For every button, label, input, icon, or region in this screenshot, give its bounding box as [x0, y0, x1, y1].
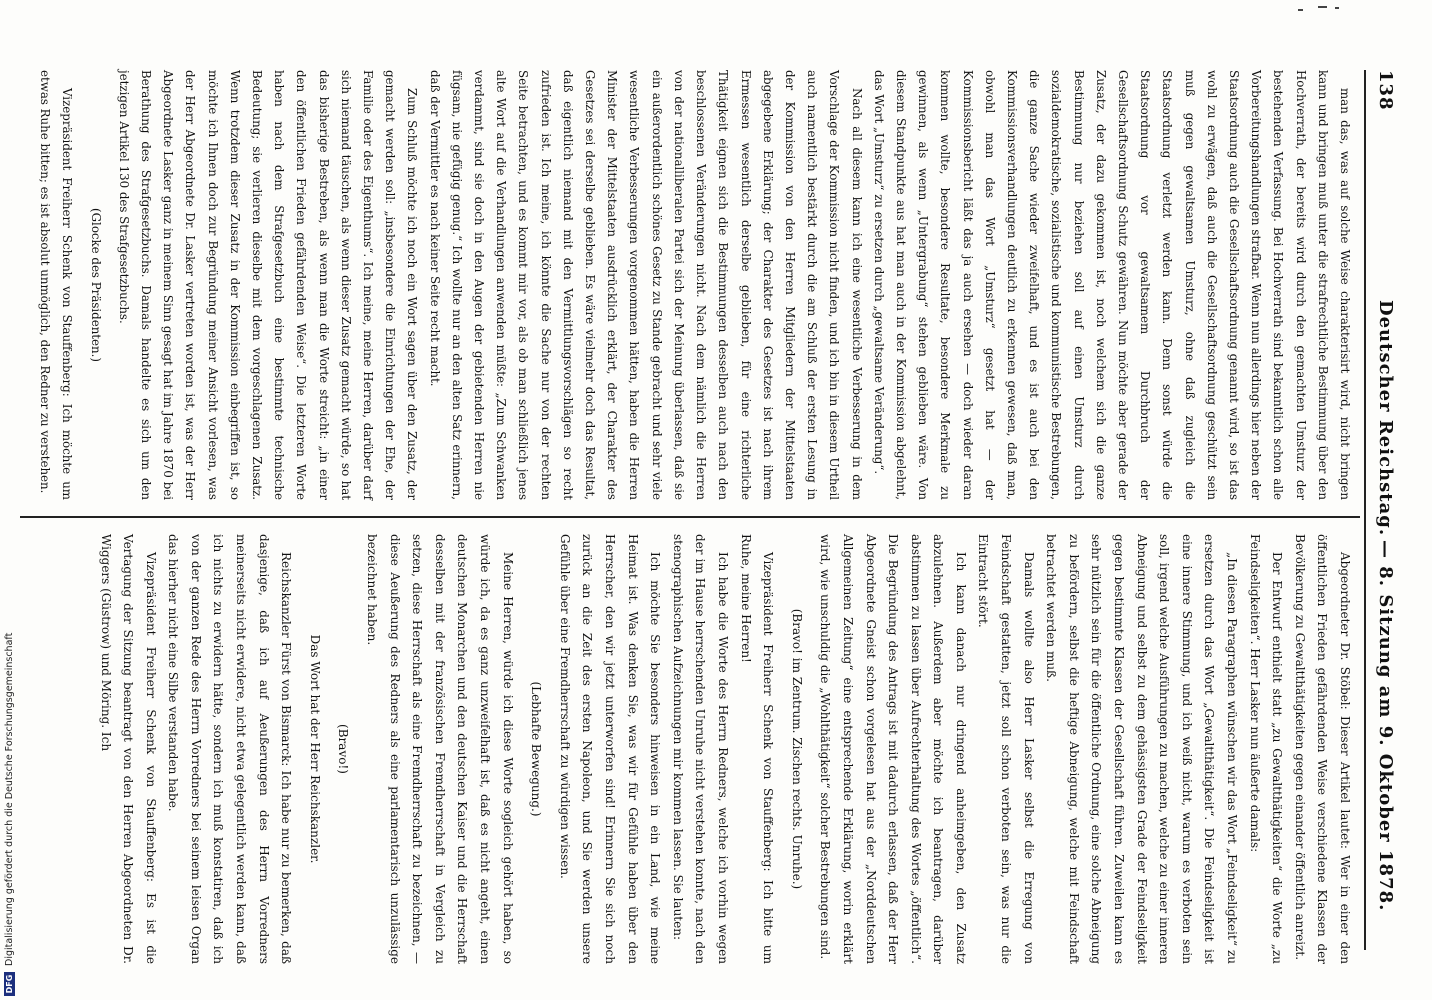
column-divider	[20, 516, 1360, 518]
running-header	[1362, 70, 1402, 950]
dfg-logo: DFG	[4, 972, 15, 996]
right-column-paragraph: Meine Herren, würde ich diese Worte sogleich gehört haben, so würde ich, da es ganz unzweifelhaft ist, daß es nicht angeht, einen deutschen Monarchen und den deutschen Kaiser und die Herrschaft desselben mit der französischen Fremdherrschaft in Vergleich zu setzen, diese Herrschaft als eine Fremdherrschaft zu bezeichnen, — diese Aeußerung des Redners als eine parlamentarisch unzulässige bezeichnet haben.	[365, 534, 515, 964]
right-column	[94, 534, 1356, 964]
scan-speck	[1298, 9, 1303, 11]
right-column-paragraph: Ich möchte Sie besonders hinweisen in ein Land, wie meine Heimat ist. Was denken Sie, was wir für Gefühle haben über den Herrscher, den wir jetzt unterworfen sind! Erinnern Sie sich noch zurück an die Zeit des ersten Napoleon, und Sie werden unsere Gefühle über eine Fremdherrschaft zu würdigen wissen.	[557, 534, 663, 964]
scan-speck	[1318, 6, 1327, 8]
right-column-paragraph: Damals wollte also Herr Lasker selbst die Erregung von Feindschaft gestatten, jetzt soll schon verboten sein, was nur die Eintracht stört.	[976, 534, 1036, 964]
left-column-paragraph: Nach all diesem kann ich eine wesentliche Verbesserung in dem Vorschlage der Kommission nicht finden, und ich bin in diesem Urtheil auch namentlich bestärkt durch die am Schluß der ersten Lesung in der Kommission von den Herren Mitgliedern der Mittelstaaten abgegebene Erklärung; der Charakter des Gesetzes ist nach ihrem Ermessen wesentlich derselbe geblieben, für eine richterliche Thätigkeit eignen sich die Bestimmungen desselben auch nach den beschlossenen Veränderungen nicht. Nach dem nämlich die Herren von der nationalliberalen Partei sich der Meinung überlassen, daß sie ein außerordentlich schönes Gesetz zu Stande gebracht und sehr viele wesentliche Verbesserungen vorgenommen hätten, haben die Herren Minister der Mittelstaaten ausdrücklich erklärt, der Charakter des Gesetzes sei derselbe geblieben. Es wäre vielmehr doch das Resultat, daß eigentlich niemand mit den Vermittlungsvorschlägen so recht zufrieden ist. Ich meine, ich könnte die Sache nur von der rechten Seite betrachten, und es kommt mir vor, als ob man schließlich jenes alte Wort auf die Verhandlungen anwenden müßte: „Zum Schwanken verdammt, sind sie doch in den Augen der gebietenden Herren nie fügsam, nie gefügig genug.“ Ich wollte nur an den alten Satz erinnern, daß der Vermittler es nach keiner Seite recht macht.	[427, 70, 864, 500]
right-column-paragraph: Vizepräsident Freiherr Schenk von Stauffenberg: Ich bitte um Ruhe, meine Herren!	[738, 534, 776, 964]
left-column-note-line: (Glocke des Präsidenten.)	[88, 208, 103, 362]
right-column-paragraph: Ich kann danach nur dringend anheimgeben, den Zusatz abzulehnen. Außerdem aber möchte ich beantragen, darüber abstimmen zu lassen über Aufrechterhaltung des Wortes „öffentlich“. Die Begründung des Antrags ist mit dadurch erlassen, daß der Herr Abgeordnete Gneist schon vorgelesen hat aus der „Norddeutschen Allgemeinen Zeitung“ eine entsprechende Erklärung, worin erklärt wird, wie unschuldig die „Wohlthätigkeit“ solcher Bestrebungen sind.	[818, 534, 968, 964]
right-column-paragraph: „In diesen Paragraphen wünschen wir das Wort „Feindseligkeit“ zu ersetzen durch das Wort „Gewaltthätigkeit“. Die Feindseligkeit ist eine innere Stimmung, und ich weiß nicht, warum es verboten sein soll, irgend welche Ausführungen zu machen, welche zu einer inneren Abneigung und selbst zu dem gehässigsten Grade der Feindseligkeit gegen bestimmte Klassen der Gesellschaft führen. Zuweilen kann es sehr nützlich sein für die öffentliche Ordnung, eine solche Abneigung zu befördern, selbst die heftige Abneigung, welche mit Feindschaft betrachtet werden muß.	[1044, 534, 1240, 964]
digitization-footer	[4, 0, 18, 996]
session-line: — 8. Sitzung am 9. Oktober 1878.	[1375, 540, 1396, 912]
left-column-paragraph: man das, was auf solche Weise charakterisirt wird, nicht bringen kann und bringen muß unter die strafrechtliche Bestimmung über den Hochverrath, der bereits wird durch den gemachten Umsturz der bestehenden Verfassung. Bei Hochverrath sind bekanntlich schon alle Vorbereitungshandlungen strafbar. Wenn nun allerdings hier neben der Staatsordnung auch die Gesellschaftsordnung genannt wird, so ist das wohl zu erwägen, daß auch die Gesellschaftsordnung geschützt sein muß gegen gewaltsamen Umsturz, ohne daß zugleich die Staatsordnung verletzt werden kann. Denn sonst würde die Staatsordnung vor gewaltsamem Durchbruch der Gesellschaftsordnung Schutz gewähren. Nun möchte aber gerade der Zusatz, der dazu gekommen ist, noch welchem sich die ganze Bestimmung nur beziehen soll auf einen Umsturz durch sozialdemokratische, sozialistische und kommunistische Bestrebungen, die ganze Sache wieder zweifelhaft, und es ist auch bei den Kommissionsverhandlungen deutlich zu erkennen gewesen, daß man, obwohl man das Wort „Umsturz“ gesetzt hat — der Kommissionsbericht läßt das ja auch ersehen — doch wieder daran kommen wollte, besondere Resultate, besondere Merkmale zu gewinnen, als wenn „Untergrabung“ stehen geblieben wäre. Von diesem Standpunkte aus hat man auch in der Kommission abgelehnt, das Wort „Umsturz“ zu ersetzen durch „gewaltsame Veränderung“.	[871, 70, 1352, 500]
right-column-paragraph: Reichskanzler Fürst von Bismarck: Ich habe nur zu bemerken, daß dasjenige, daß ich auf Aeußerungen des Herrn Vorredners meinerseits nicht erwidere, nicht etwa gelegentlich werden kann, daß ich nichts zu erwidern hätte, sondern ich muß konstatiren, daß ich von der ganzen Rede des Herrn Vorredners bei seinem leisen Organ das hierher nicht eine Silbe verstanden habe.	[166, 534, 294, 964]
right-column-paragraph: Abgeordneter Dr. Stöbel: Dieser Artikel lautet: Wer in einer den öffentlichen Frieden gefährdenden Weise verschiedene Klassen der Bevölkerung zu Gewaltthätigkeiten gegen einander öffentlich anreizt.	[1292, 534, 1352, 964]
left-column-paragraph: Zum Schluß möchte ich noch ein Wort sagen über den Zusatz, der gemacht werden soll: „insbesondere die Einrichtungen der Ehe, der Familie oder des Eigenthums“. Ich meine, meine Herren, darüber darf sich niemand täuschen, als wenn dieser Zusatz gemacht würde, so hat das bisherige Bestreben, als wenn man die Worte streicht: „in einer den öffentlichen Frieden gefährdenden Weise“. Die letzteren Worte haben nach dem Strafgesetzbuch eine bestimmte technische Bedeutung; sie verlieren dieselbe mit dem vorgeschlagenen Zusatz. Wenn trotzdem dieser Zusatz in der Kommission einbegriffen ist, so möchte ich Ihnen doch zur Begründung meiner Ansicht vorlesen, was der Herr Abgeordnete Dr. Lasker vertreten worden ist, was der Herr Abgeordnete Lasker ganz in meinem Sinn gesagt hat im Jahre 1870 bei Berathung des Strafgesetzbuchs. Damals handelte es sich um den jetzigen Artikel 130 des Strafgesetzbuchs.	[116, 70, 420, 500]
right-column-note-line: (Bravo!)	[336, 724, 351, 774]
header-rule	[1364, 70, 1366, 950]
right-column-note-line: Das Wort hat der Herr Reichskanzler.	[307, 634, 322, 864]
left-column-paragraph: Vizepräsident Freiherr Schenk von Stauffenberg: Ich möchte um etwas Ruhe bitten; es ist absolut unmöglich, den Redner zu verstehen.	[38, 70, 75, 500]
scan-speck	[1335, 7, 1339, 9]
page-number: 138	[1375, 70, 1396, 111]
right-column-paragraph: Vizepräsident Freiherr Schenk von Stauffenberg: Es ist die Vertagung der Sitzung beantragt von den Herren Abgeordneten Dr. Wiggers (Güstrow) und Möring. Ich	[98, 534, 158, 964]
right-column-paragraph: Der Entwurf enthielt statt „zu Gewaltthätigkeiten“ die Worte „zu Feindseligkeiten“. Herr Lasker nun äußerte damals:	[1247, 534, 1285, 964]
publication-title: Deutscher Reichstag.	[1375, 300, 1396, 537]
left-column	[34, 70, 1356, 500]
right-column-paragraph: Ich habe die Worte des Herrn Redners, welche ich vorhin wegen der im Hause herrschenden Unruhe nicht verstehen konnte, nach den stenographischen Aufzeichnungen mir kommen lassen. Sie lauten:	[670, 534, 730, 964]
right-column-note-line: (Bravo! im Zentrum. Zischen rechts. Unruhe.)	[789, 608, 804, 890]
right-column-note-line: (Lebhafte Bewegung.)	[529, 681, 544, 817]
digitization-note: Digitalisierung gefördert durch die Deutsche Forschungsgemeinschaft	[4, 632, 15, 966]
